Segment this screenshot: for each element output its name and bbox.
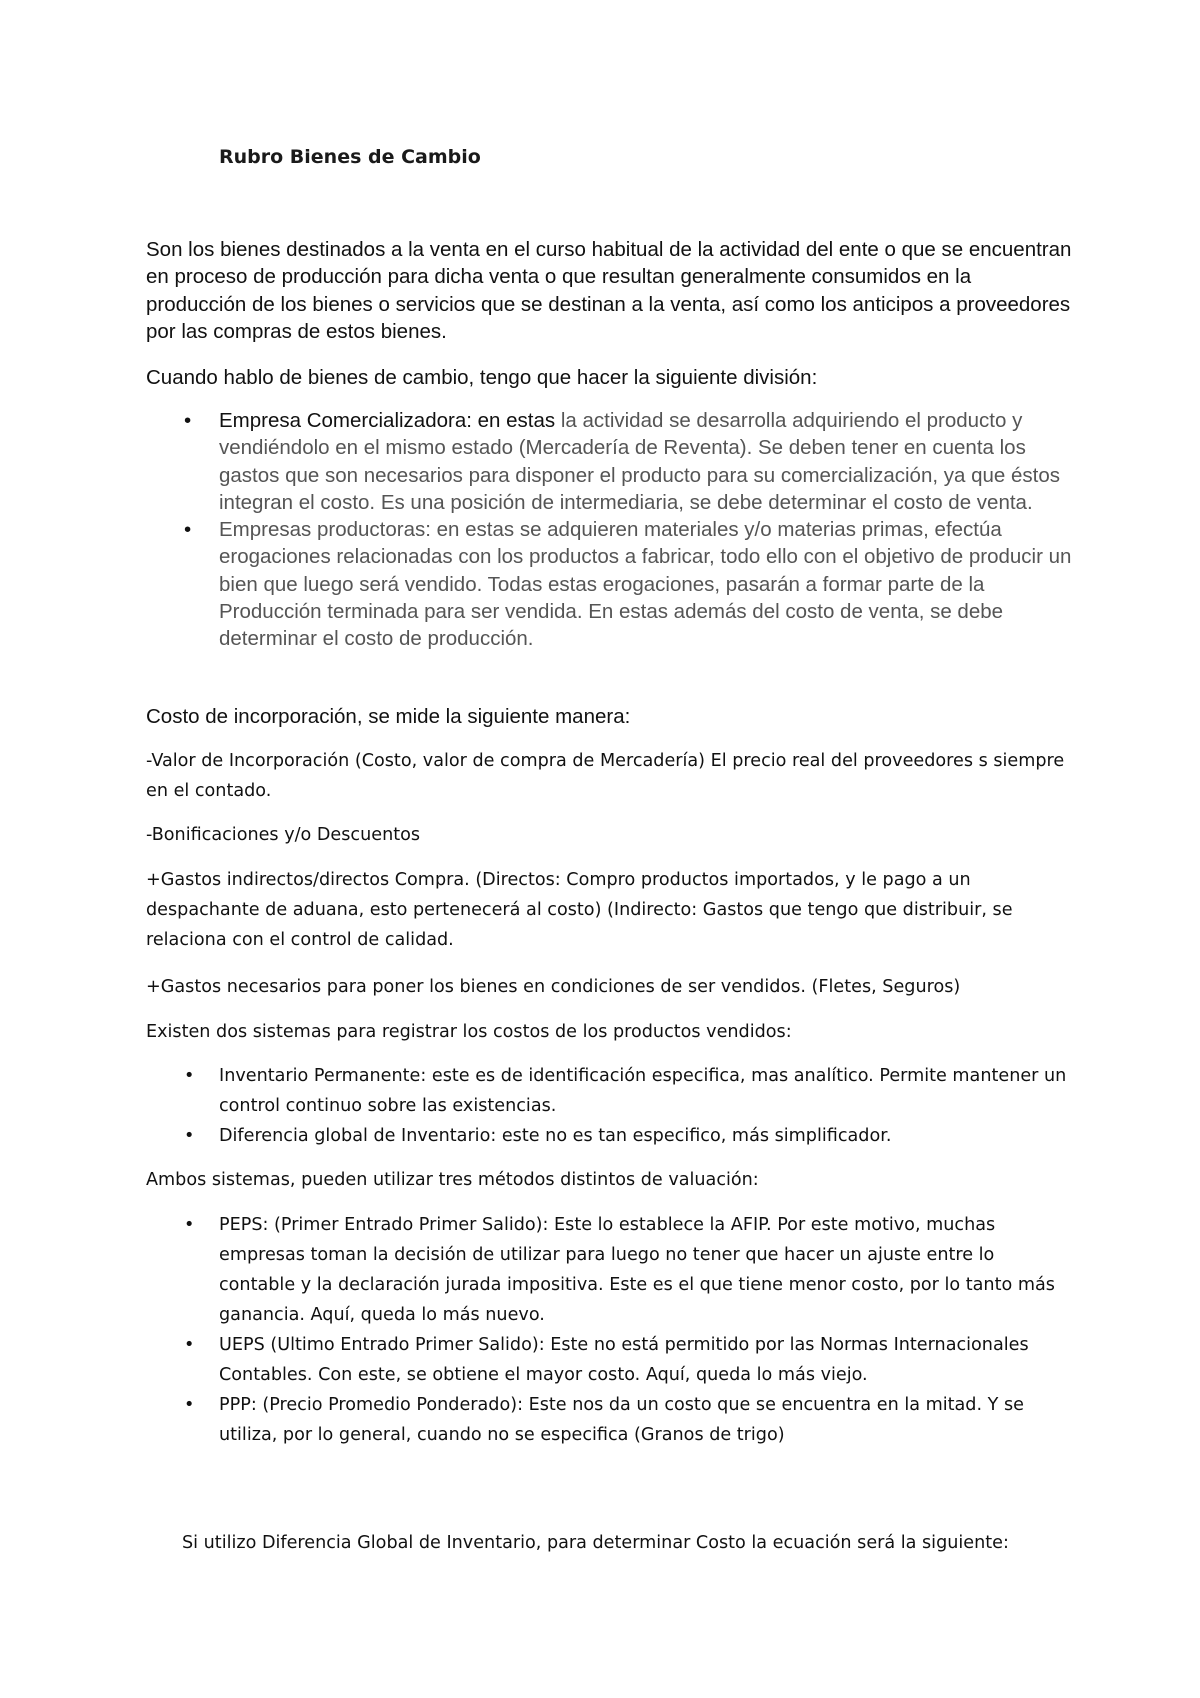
methods-list: [146, 1210, 1076, 1450]
final-line: Si utilizo Diferencia Global de Inventario, para determinar Costo la ecuación será la siguiente:: [182, 1532, 1009, 1553]
list-item: [146, 407, 1076, 516]
list-item-text: la actividad se desarrolla adquiriendo el producto y vendiéndolo en el mismo estado (Mercadería de Reventa). Se deben tener en cuenta los gastos que son necesarios para disponer el producto para su comercialización, ya que éstos integran el costo. Es una posición de intermediaria, se debe determinar el costo de venta.: [219, 409, 1060, 514]
bullet-icon: •: [184, 409, 192, 432]
systems-list: [146, 1061, 1076, 1151]
bullet-icon: •: [184, 518, 192, 542]
list-item-text: PEPS: (Primer Entrado Primer Salido): Este lo establece la AFIP. Por este motivo, muchas empresas toman la decisión de utilizar para luego no tener que hacer un ajuste entre lo contable y la declaración jurada impositiva. Este es el que tiene menor costo, por lo tanto más ganancia. Aquí, queda lo más nuevo.: [219, 1215, 1055, 1325]
list-item-text: UEPS (Ultimo Entrado Primer Salido): Este no está permitido por las Normas Internacionales Contables. Con este, se obtiene el mayor costo. Aquí, queda lo más viejo.: [219, 1335, 1029, 1385]
cost-line-gastos-compra: +Gastos indirectos/directos Compra. (Directos: Compro productos importados, y le pago a un despachante de aduana, esto pertenecerá al costo) (Indirecto: Gastos que tengo que distribuir, se relaciona con el control de calidad.: [146, 870, 1013, 950]
division-heading: Cuando hablo de bienes de cambio, tengo que hacer la siguiente división:: [146, 366, 818, 389]
cost-line-gastos-necesarios: +Gastos necesarios para poner los bienes en condiciones de ser vendidos. (Fletes, Seguros): [146, 977, 961, 997]
cost-heading: Costo de incorporación, se mide la siguiente manera:: [146, 705, 631, 728]
bullet-icon: •: [184, 1395, 195, 1415]
list-item: [146, 1061, 1076, 1121]
list-item-text: PPP: (Precio Promedio Ponderado): Este nos da un costo que se encuentra en la mitad. Y se utiliza, por lo general, cuando no se especifica (Granos de trigo): [219, 1395, 1024, 1445]
list-item: [146, 1121, 1076, 1151]
list-item-text: Inventario Permanente: este es de identificación especifica, mas analítico. Permite mantener un control continuo sobre las existencias.: [219, 1066, 1067, 1116]
list-item-text: Diferencia global de Inventario: este no es tan especifico, más simplificador.: [219, 1126, 892, 1146]
methods-heading: Ambos sistemas, pueden utilizar tres métodos distintos de valuación:: [146, 1170, 759, 1190]
bullet-icon: •: [184, 1215, 195, 1235]
cost-line-valor: -Valor de Incorporación (Costo, valor de compra de Mercadería) El precio real del proveedores s siempre en el contado.: [146, 751, 1065, 801]
list-item: [146, 1210, 1076, 1330]
document-title: Rubro Bienes de Cambio: [219, 146, 481, 168]
cost-line-bonificaciones: -Bonificaciones y/o Descuentos: [146, 825, 421, 845]
division-list: [146, 407, 1076, 653]
bullet-icon: •: [184, 1335, 195, 1355]
systems-heading: Existen dos sistemas para registrar los costos de los productos vendidos:: [146, 1022, 792, 1042]
bullet-icon: •: [184, 1126, 195, 1146]
bullet-icon: •: [184, 1066, 195, 1086]
list-item: [146, 1330, 1076, 1390]
list-item: [146, 1390, 1076, 1450]
list-item-text: Empresas productoras: en estas se adquieren materiales y/o materias primas, efectúa erogaciones relacionadas con los productos a fabricar, todo ello con el objetivo de producir un bien que luego será vendido. Todas estas erogaciones, pasarán a formar parte de la Producción terminada para ser vendida. En estas además del costo de venta, se debe determinar el costo de producción.: [219, 518, 1072, 651]
intro-paragraph: Son los bienes destinados a la venta en el curso habitual de la actividad del ente o que se encuentran en proceso de producción para dicha venta o que resultan generalmente consumidos en la producción de los bienes o servicios que se destinan a la venta, así como los anticipos a proveedores por las compras de estos bienes.: [146, 238, 1072, 343]
list-item-lead: Empresa Comercializadora: en estas: [219, 409, 556, 432]
list-item: [146, 516, 1076, 652]
